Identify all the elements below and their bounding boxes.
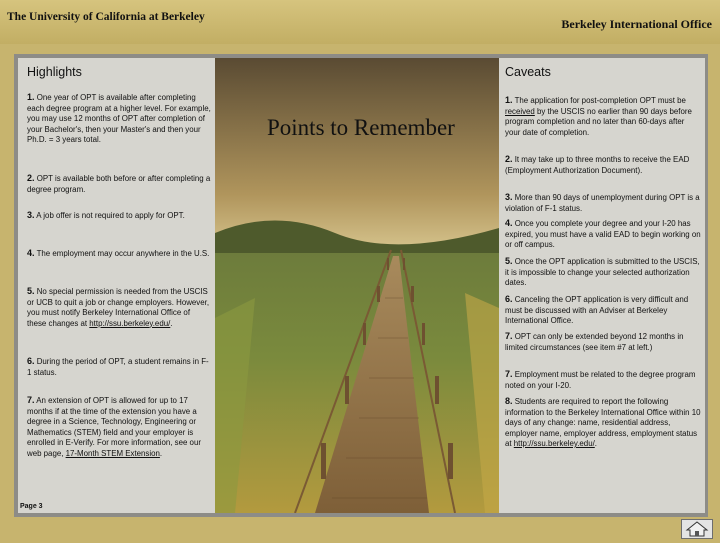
bio-link-2[interactable]: http://ssu.berkeley.edu/ <box>513 439 595 448</box>
office-name: Berkeley International Office <box>561 17 712 31</box>
highlight-item-3: 3. A job offer is not required to apply for OPT. <box>27 210 185 220</box>
bio-link[interactable]: http://ssu.berkeley.edu/ <box>89 318 171 328</box>
home-icon <box>682 520 712 538</box>
caveat-item-7b: 7. Employment must be related to the degree program noted on your I-20. <box>505 369 696 390</box>
stem-extension-link[interactable]: 17-Month STEM Extension <box>65 448 160 458</box>
highlight-item-5: 5. No special permission is needed from the USCIS or UCB to quit a job or change employers. However, you must notify Berkeley International Office of these changes at http://ssu.berkeley.edu/. <box>27 286 210 328</box>
highlight-item-7: 7. An extension of OPT is allowed for up to 17 months if at the time of the extension you have a degree in a Science, Technology, Engineering or Mathematics (STEM) field and your employer is enrolled in E-Verify. For more information, see our web page, 17-Month STEM Extension. <box>27 395 201 458</box>
caveat-item-8: 8. Students are required to report the following information to the Berkeley International Office within 10 days of any change: name, residential address, employer name, employer address, employment status at http://ssu.berkeley.edu/. <box>505 396 701 448</box>
caveat-item-2: 2. It may take up to three months to receive the EAD (Employment Authorization Document). <box>505 154 690 175</box>
home-button[interactable] <box>681 519 713 539</box>
highlight-item-1: 1. One year of OPT is available after completing each degree program at a higher level. For example, you may use 12 months of OPT after completion of your Bachelor's, then your Master's and then your Ph.D. = 3 years total. <box>27 92 211 144</box>
caveat-item-3: 3. More than 90 days of unemployment during OPT is a violation of F-1 status. <box>505 192 700 213</box>
page-number: Page 3 <box>20 503 43 510</box>
caveat-item-1: 1. The application for post-completion OPT must be received by the USCIS no earlier than 90 days before program completion and no later than 60-days after your date of completion. <box>505 95 692 137</box>
highlight-item-6: 6. During the period of OPT, a student remains in F-1 status. <box>27 356 209 377</box>
caveats-title: Caveats <box>505 65 551 79</box>
caveat-item-4: 4. Once you complete your degree and your I-20 has expired, you must have a valid EAD to begin working on or off campus. <box>505 218 701 249</box>
center-title: Points to Remember <box>267 115 455 140</box>
highlight-item-2: 2. OPT is available both before or after completing a degree program. <box>27 173 211 194</box>
caveat-item-7: 7. OPT can only be extended beyond 12 months in limited circumstances (see item #7 at left.) <box>505 331 684 352</box>
university-name: The University of California at Berkeley <box>7 11 205 23</box>
caveat-item-5: 5. Once the OPT application is submitted to the USCIS, it is impossible to change your selected authorization dates. <box>505 256 700 287</box>
caveats-panel <box>499 58 705 513</box>
highlights-panel <box>18 58 215 513</box>
highlights-title: Highlights <box>27 65 82 79</box>
highlight-item-4: 4. The employment may occur anywhere in the U.S. <box>27 248 210 258</box>
boardwalk-photo <box>215 58 499 513</box>
caveat-item-6: 6. Canceling the OPT application is very difficult and must be discussed with an Adviser at Berkeley International Office. <box>505 294 689 325</box>
